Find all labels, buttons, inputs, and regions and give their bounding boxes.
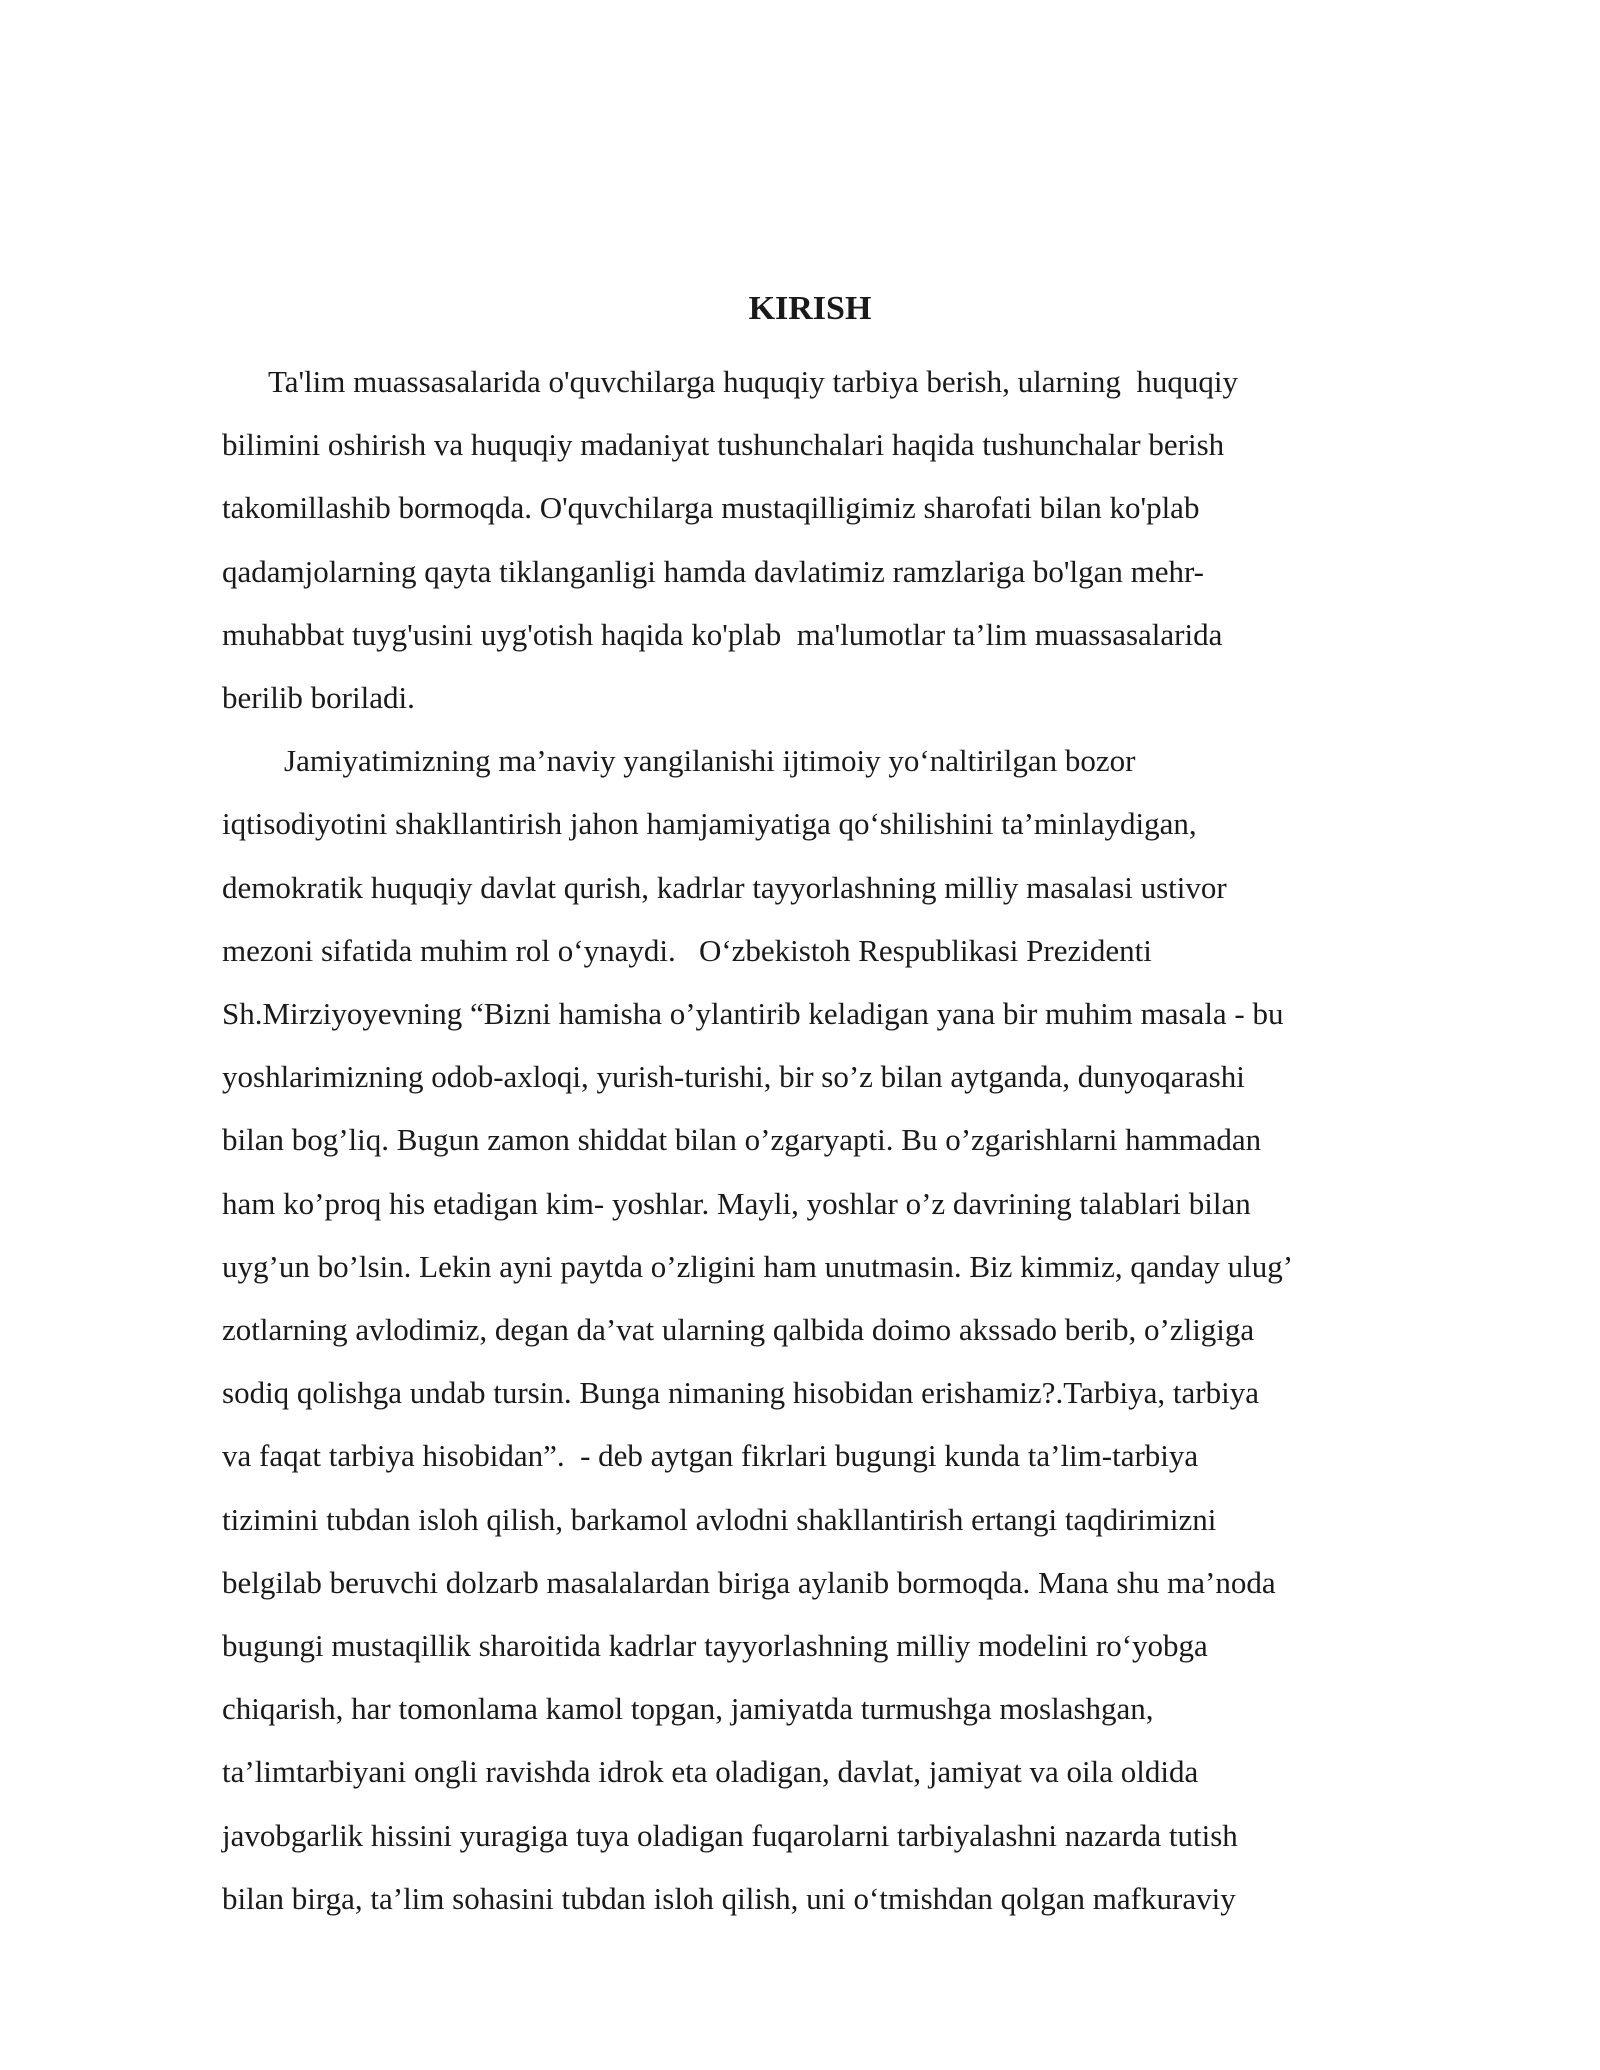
text-line: yoshlarimizning odob-axloqi, yurish-turishi, bir so’z bilan aytganda, dunyoqarashi <box>222 1059 1245 1095</box>
text-line: muhabbat tuyg'usini uyg'otish haqida ko'plab ma'lumotlar ta’lim muassasalarida <box>222 616 1223 652</box>
text-line: javobgarlik hissini yuragiga tuya oladigan fuqarolarni tarbiyalashni nazarda tutish <box>222 1817 1238 1853</box>
text-line: ta’limtarbiyani ongli ravishda idrok eta oladigan, davlat, jamiyat va oila oldida <box>222 1754 1199 1790</box>
page-title: KIRISH <box>748 290 872 327</box>
text-line: iqtisodiyotini shakllantirish jahon hamjamiyatiga qo‘shilishini ta’minlaydigan, <box>222 806 1197 842</box>
text-line: takomillashib bormoqda. O'quvchilarga mustaqilligimiz sharofati bilan ko'plab <box>222 490 1200 526</box>
text-line: va faqat tarbiya hisobidan”. - deb aytgan fikrlari bugungi kunda ta’lim-tarbiya <box>222 1438 1199 1474</box>
text-line: zotlarning avlodimiz, degan da’vat ularning qalbida doimo akssado berib, o’zligiga <box>222 1312 1255 1348</box>
text-line: bilimini oshirish va huquqiy madaniyat tushunchalari haqida tushunchalar berish <box>222 427 1225 463</box>
text-line: tizimini tubdan isloh qilish, barkamol avlodni shakllantirish ertangi taqdirimizni <box>222 1501 1217 1537</box>
text-line: demokratik huquqiy davlat qurish, kadrlar tayyorlashning milliy masalasi ustivor <box>222 869 1227 905</box>
text-line: chiqarish, har tomonlama kamol topgan, jamiyatda turmushga moslashgan, <box>222 1691 1154 1727</box>
text-line: mezoni sifatida muhim rol o‘ynaydi. O‘zbekistoh Respublikasi Prezidenti <box>222 932 1152 968</box>
text-line: ham ko’proq his etadigan kim- yoshlar. Mayli, yoshlar o’z davrining talablari bilan <box>222 1185 1251 1221</box>
text-line: bilan birga, ta’lim sohasini tubdan isloh qilish, uni o‘tmishdan qolgan mafkuraviy <box>222 1880 1236 1916</box>
text-line: uyg’un bo’lsin. Lekin ayni paytda o’zligini ham unutmasin. Biz kimmiz, qanday ulug’ <box>222 1248 1294 1284</box>
body-text <box>222 350 1472 1930</box>
text-line: qadamjolarning qayta tiklanganligi hamda davlatimiz ramzlariga bo'lgan mehr- <box>222 553 1204 589</box>
text-line: Sh.Mirziyoyevning “Bizni hamisha o’ylantirib keladigan yana bir muhim masala - bu <box>222 996 1284 1032</box>
paragraph-1 <box>222 350 1472 729</box>
text-line: Ta'lim muassasalarida o'quvchilarga huquqiy tarbiya berish, ularning huquqiy <box>222 364 1239 399</box>
text-line: belgilab beruvchi dolzarb masalalardan biriga aylanib bormoqda. Mana shu ma’noda <box>222 1564 1276 1600</box>
text-line: Jamiyatimizning ma’naviy yangilanishi ijtimoiy yo‘naltirilgan bozor <box>222 743 1136 779</box>
text-line: sodiq qolishga undab tursin. Bunga nimaning hisobidan erishamiz?.Tarbiya, tarbiya <box>222 1375 1259 1411</box>
paragraph-2 <box>222 729 1472 1930</box>
text-line: bilan bog’liq. Bugun zamon shiddat bilan o’zgaryapti. Bu o’zgarishlarni hammadan <box>222 1122 1262 1158</box>
text-line: bugungi mustaqillik sharoitida kadrlar tayyorlashning milliy modelini ro‘yobga <box>222 1628 1208 1664</box>
text-line: berilib boriladi. <box>222 680 415 716</box>
